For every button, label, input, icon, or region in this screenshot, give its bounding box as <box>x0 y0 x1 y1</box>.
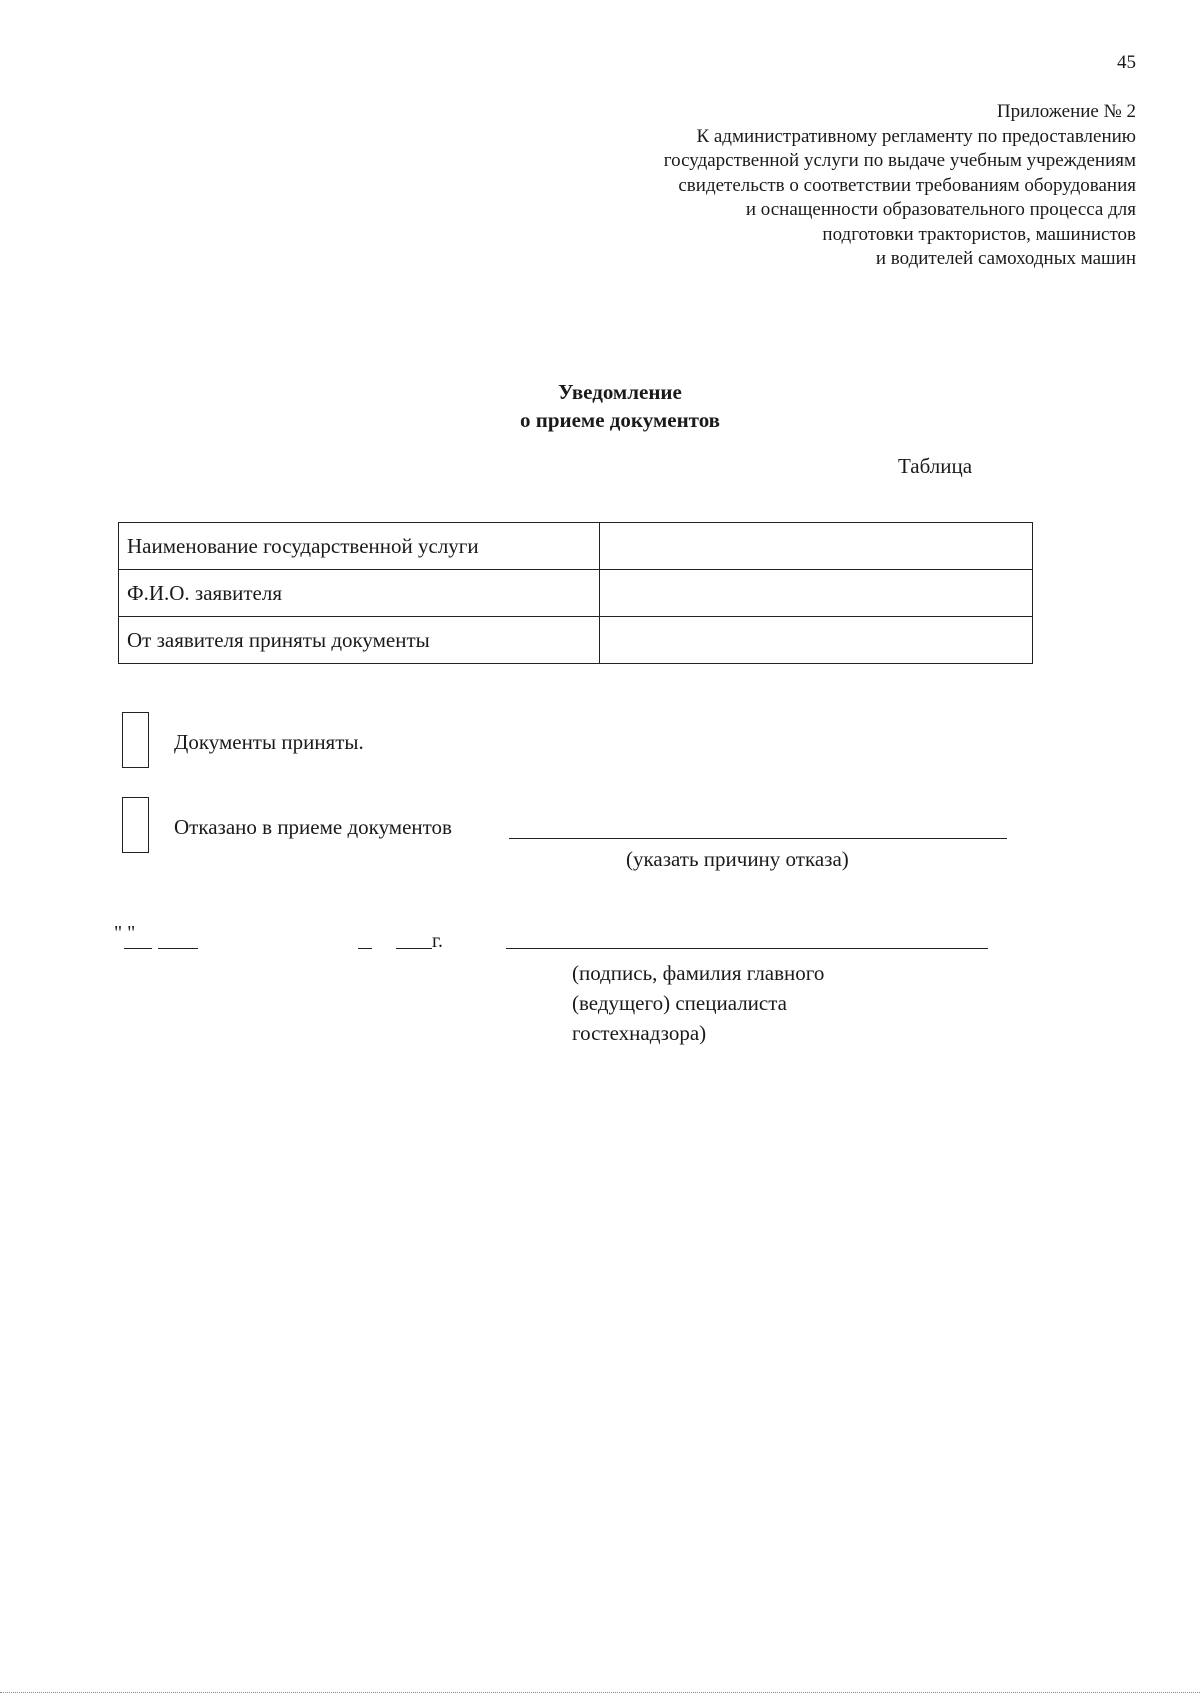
date-year-suffix: г. <box>432 930 443 952</box>
document-title <box>0 378 1200 434</box>
row-value-applicant-name[interactable] <box>600 570 1033 617</box>
document-table <box>118 522 1033 664</box>
row-label-applicant-name: Ф.И.О. заявителя <box>119 570 600 617</box>
page-number: 45 <box>1117 52 1136 73</box>
appendix-line: и оснащенности образовательного процесса для <box>745 199 1136 220</box>
date-year-line[interactable] <box>396 948 432 949</box>
appendix-line: подготовки трактористов, машинистов <box>822 223 1136 245</box>
signature-note-line: гостехнадзора) <box>572 1021 707 1045</box>
accepted-checkbox[interactable] <box>122 712 149 768</box>
page-bottom-border <box>0 1692 1200 1693</box>
date-quotes: " " <box>114 922 136 944</box>
accepted-label: Документы приняты. <box>174 730 364 754</box>
table-row <box>119 570 1033 617</box>
title-line-1: Уведомление <box>558 380 682 404</box>
title-line-2: о приеме документов <box>519 408 721 432</box>
appendix-line: К административному регламенту по предоставлению <box>696 125 1136 147</box>
signature-note-line: (ведущего) специалиста <box>572 991 787 1015</box>
date-month-line[interactable] <box>158 948 198 949</box>
refusal-reason-note: (указать причину отказа) <box>626 847 849 871</box>
appendix-line: свидетельств о соответствии требованиям оборудования <box>678 174 1136 196</box>
appendix-header <box>496 100 1136 272</box>
signature-line[interactable] <box>506 948 988 949</box>
appendix-line: и водителей самоходных машин <box>875 248 1136 269</box>
signature-note-line: (подпись, фамилия главного <box>572 961 825 985</box>
appendix-line: государственной услуги по выдаче учебным учреждениям <box>663 150 1136 171</box>
date-dash-line <box>358 948 372 949</box>
row-value-service-name[interactable] <box>600 523 1033 570</box>
refused-checkbox[interactable] <box>122 797 149 853</box>
row-label-service-name: Наименование государственной услуги <box>119 523 600 570</box>
row-label-documents-received: От заявителя приняты документы <box>119 617 600 664</box>
signature-note <box>572 958 824 1048</box>
refusal-reason-line[interactable] <box>509 838 1007 839</box>
table-row <box>119 617 1033 664</box>
row-value-documents-received[interactable] <box>600 617 1033 664</box>
refused-label: Отказано в приеме документов <box>174 815 452 839</box>
table-caption: Таблица <box>898 454 973 478</box>
date-day-line[interactable] <box>124 948 152 949</box>
table-row <box>119 523 1033 570</box>
appendix-line: Приложение № 2 <box>996 101 1136 122</box>
